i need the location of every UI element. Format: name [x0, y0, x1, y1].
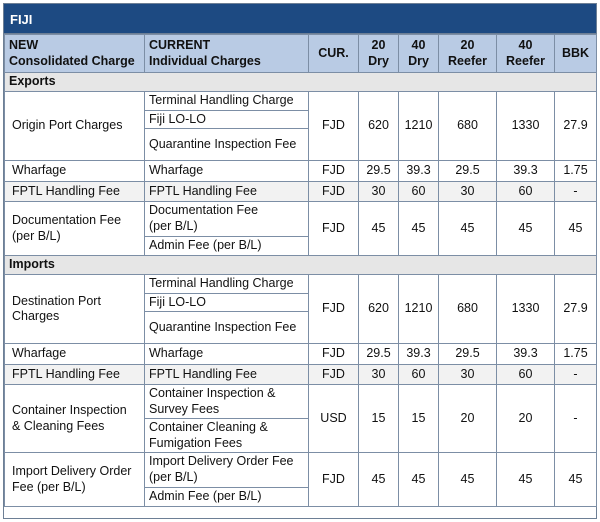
value-40-reefer: 20 [497, 385, 555, 453]
header-current: CURRENT Individual Charges [145, 35, 309, 73]
value-20-reefer: 30 [439, 364, 497, 385]
rate-table-container [3, 3, 597, 519]
table-row [5, 202, 597, 237]
value-40-reefer: 45 [497, 202, 555, 256]
value-bbk: 45 [555, 202, 597, 256]
header-20-dry: 20 Dry [359, 35, 399, 73]
header-40-reefer: 40 Reefer [497, 35, 555, 73]
individual-charge: Import Delivery Order Fee (per B/L) [145, 453, 309, 488]
header-20-reefer: 20 Reefer [439, 35, 497, 73]
charge-name: Wharfage [5, 344, 145, 365]
currency-cell: FJD [309, 364, 359, 385]
value-20-dry: 620 [359, 275, 399, 344]
table-row [5, 344, 597, 365]
value-bbk: - [555, 385, 597, 453]
value-bbk: - [555, 364, 597, 385]
value-bbk: 27.9 [555, 92, 597, 161]
currency-cell: FJD [309, 344, 359, 365]
table-row [5, 364, 597, 385]
currency-cell: FJD [309, 181, 359, 202]
individual-charge: FPTL Handling Fee [145, 364, 309, 385]
section-label: Imports [5, 256, 597, 275]
value-40-dry: 45 [399, 202, 439, 256]
individual-charge: FPTL Handling Fee [145, 181, 309, 202]
header-currency: CUR. [309, 35, 359, 73]
section-label: Exports [5, 73, 597, 92]
individual-charge: Admin Fee (per B/L) [145, 236, 309, 255]
value-20-reefer: 45 [439, 202, 497, 256]
individual-charge: Container Inspection & Survey Fees [145, 385, 309, 419]
section-imports [5, 256, 597, 275]
individual-charge: Quarantine Inspection Fee [145, 312, 309, 344]
table-row [5, 92, 597, 111]
value-40-reefer: 39.3 [497, 344, 555, 365]
value-20-reefer: 29.5 [439, 161, 497, 182]
table-row [5, 385, 597, 419]
value-40-dry: 60 [399, 181, 439, 202]
charge-name: Origin Port Charges [5, 92, 145, 161]
value-20-reefer: 680 [439, 275, 497, 344]
table-row [5, 161, 597, 182]
value-bbk: 27.9 [555, 275, 597, 344]
header-40-dry: 40 Dry [399, 35, 439, 73]
value-20-reefer: 45 [439, 453, 497, 507]
section-exports [5, 73, 597, 92]
value-20-dry: 29.5 [359, 161, 399, 182]
charge-name: FPTL Handling Fee [5, 181, 145, 202]
value-20-dry: 15 [359, 385, 399, 453]
value-40-dry: 1210 [399, 275, 439, 344]
value-40-reefer: 39.3 [497, 161, 555, 182]
charge-name: Destination Port Charges [5, 275, 145, 344]
value-20-dry: 45 [359, 453, 399, 507]
value-40-reefer: 60 [497, 181, 555, 202]
value-40-reefer: 60 [497, 364, 555, 385]
currency-cell: FJD [309, 275, 359, 344]
currency-cell: FJD [309, 202, 359, 256]
individual-charge: Terminal Handling Charge [145, 275, 309, 294]
individual-charge: Documentation Fee (per B/L) [145, 202, 309, 237]
table-row [5, 181, 597, 202]
value-40-dry: 45 [399, 453, 439, 507]
value-20-dry: 30 [359, 181, 399, 202]
charge-name: Wharfage [5, 161, 145, 182]
value-20-dry: 29.5 [359, 344, 399, 365]
individual-charge: Quarantine Inspection Fee [145, 129, 309, 161]
value-40-dry: 1210 [399, 92, 439, 161]
table-title: FIJI [4, 4, 596, 34]
charge-name: FPTL Handling Fee [5, 364, 145, 385]
individual-charge: Fiji LO-LO [145, 293, 309, 312]
individual-charge: Admin Fee (per B/L) [145, 487, 309, 506]
individual-charge: Wharfage [145, 344, 309, 365]
value-40-reefer: 1330 [497, 275, 555, 344]
value-bbk: 45 [555, 453, 597, 507]
value-20-reefer: 30 [439, 181, 497, 202]
value-40-dry: 39.3 [399, 344, 439, 365]
value-40-reefer: 1330 [497, 92, 555, 161]
currency-cell: FJD [309, 453, 359, 507]
charge-name: Container Inspection & Cleaning Fees [5, 385, 145, 453]
value-40-reefer: 45 [497, 453, 555, 507]
value-bbk: - [555, 181, 597, 202]
value-bbk: 1.75 [555, 344, 597, 365]
individual-charge: Wharfage [145, 161, 309, 182]
value-40-dry: 15 [399, 385, 439, 453]
value-40-dry: 39.3 [399, 161, 439, 182]
currency-cell: USD [309, 385, 359, 453]
currency-cell: FJD [309, 161, 359, 182]
rate-table [4, 34, 597, 507]
table-row [5, 453, 597, 488]
value-20-reefer: 29.5 [439, 344, 497, 365]
value-20-dry: 30 [359, 364, 399, 385]
value-20-dry: 45 [359, 202, 399, 256]
value-bbk: 1.75 [555, 161, 597, 182]
table-row [5, 275, 597, 294]
value-20-reefer: 20 [439, 385, 497, 453]
value-20-reefer: 680 [439, 92, 497, 161]
charge-name: Documentation Fee (per B/L) [5, 202, 145, 256]
value-40-dry: 60 [399, 364, 439, 385]
header-new: NEW Consolidated Charge [5, 35, 145, 73]
individual-charge: Container Cleaning & Fumigation Fees [145, 419, 309, 453]
charge-name: Import Delivery Order Fee (per B/L) [5, 453, 145, 507]
individual-charge: Fiji LO-LO [145, 110, 309, 129]
header-bbk: BBK [555, 35, 597, 73]
individual-charge: Terminal Handling Charge [145, 92, 309, 111]
value-20-dry: 620 [359, 92, 399, 161]
header-row [5, 35, 597, 73]
currency-cell: FJD [309, 92, 359, 161]
